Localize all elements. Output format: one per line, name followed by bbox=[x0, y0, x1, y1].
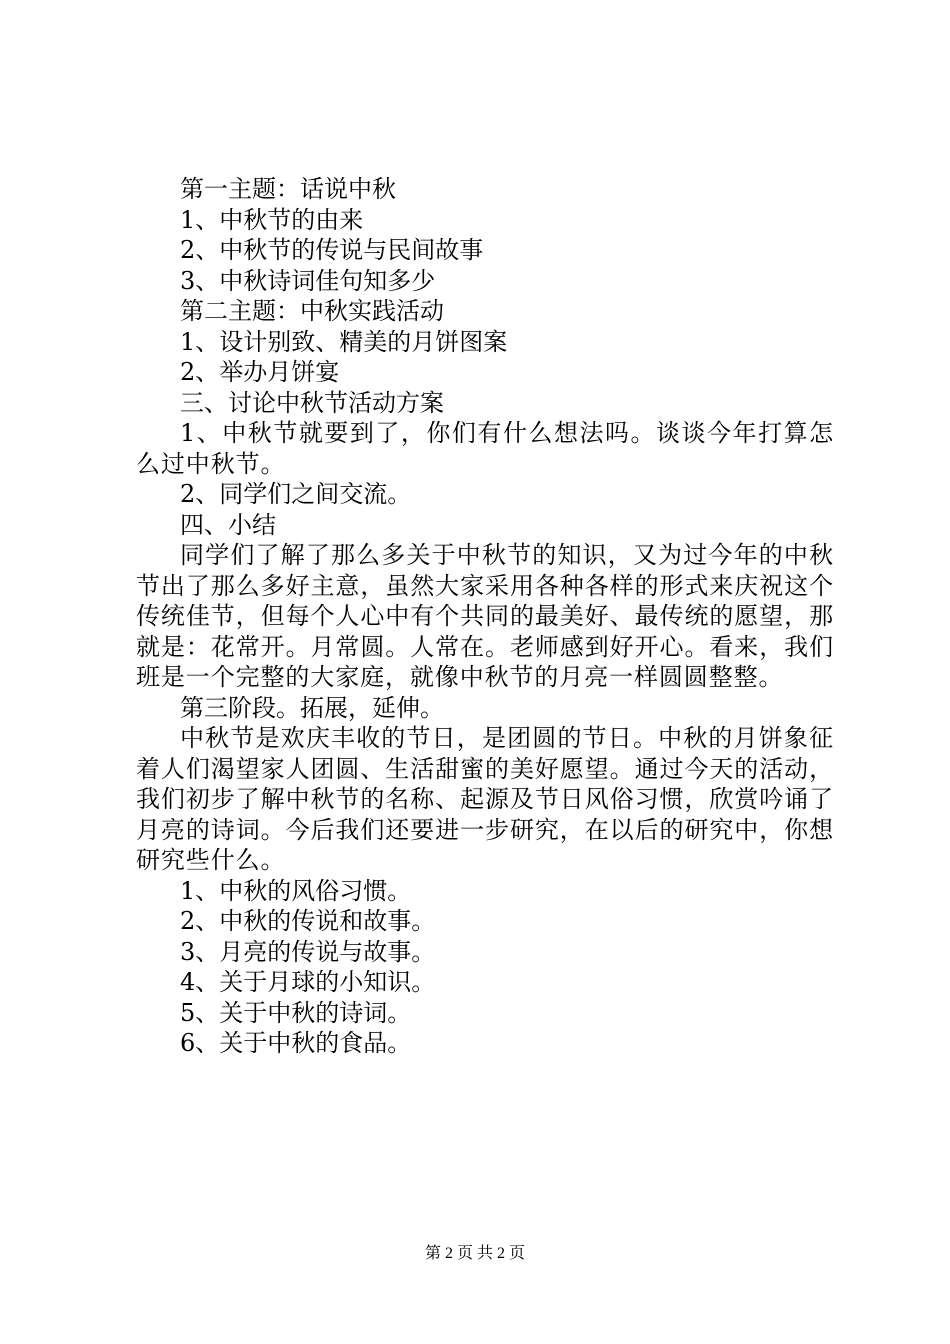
list-item: 3、月亮的传说与故事。 bbox=[180, 937, 436, 966]
list-item: 1、设计别致、精美的月饼图案 bbox=[180, 327, 508, 356]
section-heading: 三、讨论中秋节活动方案 bbox=[180, 388, 444, 417]
paragraph: 中秋节是欢庆丰收的节日，是团圆的节日。中秋的月饼象征着人们渴望家人团圆、生活甜蜜的美好愿望。通过今天的活动，我们初步了解中秋节的名称、起源及节日风俗习惯，欣赏吟诵了月亮的诗词。今后我们还要进一步研究，在以后的研究中，你想研究些什么。 bbox=[136, 724, 834, 874]
list-item: 1、中秋的风俗习惯。 bbox=[180, 876, 412, 905]
paragraph: 同学们了解了那么多关于中秋节的知识，又为过今年的中秋节出了那么多好主意，虽然大家采用各种各样的形式来庆祝这个传统佳节，但每个人心中有个共同的最美好、最传统的愿望，那就是：花常开。月常圆。人常在。老师感到好开心。看来，我们班是一个完整的大家庭，就像中秋节的月亮一样圆圆整整。 bbox=[136, 541, 834, 691]
list-item: 4、关于月球的小知识。 bbox=[180, 968, 436, 996]
section-heading: 第三阶段。拓展，延伸。 bbox=[180, 693, 444, 722]
list-item: 1、中秋节的由来 bbox=[180, 205, 364, 234]
list-item: 2、同学们之间交流。 bbox=[180, 480, 412, 508]
list-item: 6、关于中秋的食品。 bbox=[180, 1029, 412, 1057]
section-heading: 第一主题：话说中秋 bbox=[180, 175, 396, 203]
document-body bbox=[136, 174, 834, 1059]
section-heading: 四、小结 bbox=[180, 510, 276, 539]
section-heading: 第二主题：中秋实践活动 bbox=[180, 297, 444, 325]
list-item: 5、关于中秋的诗词。 bbox=[180, 998, 412, 1027]
page-number-footer: 第 2 页 共 2 页 bbox=[424, 1245, 525, 1262]
list-item: 2、中秋的传说和故事。 bbox=[180, 907, 436, 935]
list-item: 2、中秋节的传说与民间故事 bbox=[180, 236, 484, 264]
list-item: 2、举办月饼宴 bbox=[180, 358, 340, 386]
paragraph: 1、中秋节就要到了，你们有什么想法吗。谈谈今年打算怎么过中秋节。 bbox=[136, 419, 834, 478]
list-item: 3、中秋诗词佳句知多少 bbox=[180, 266, 436, 295]
